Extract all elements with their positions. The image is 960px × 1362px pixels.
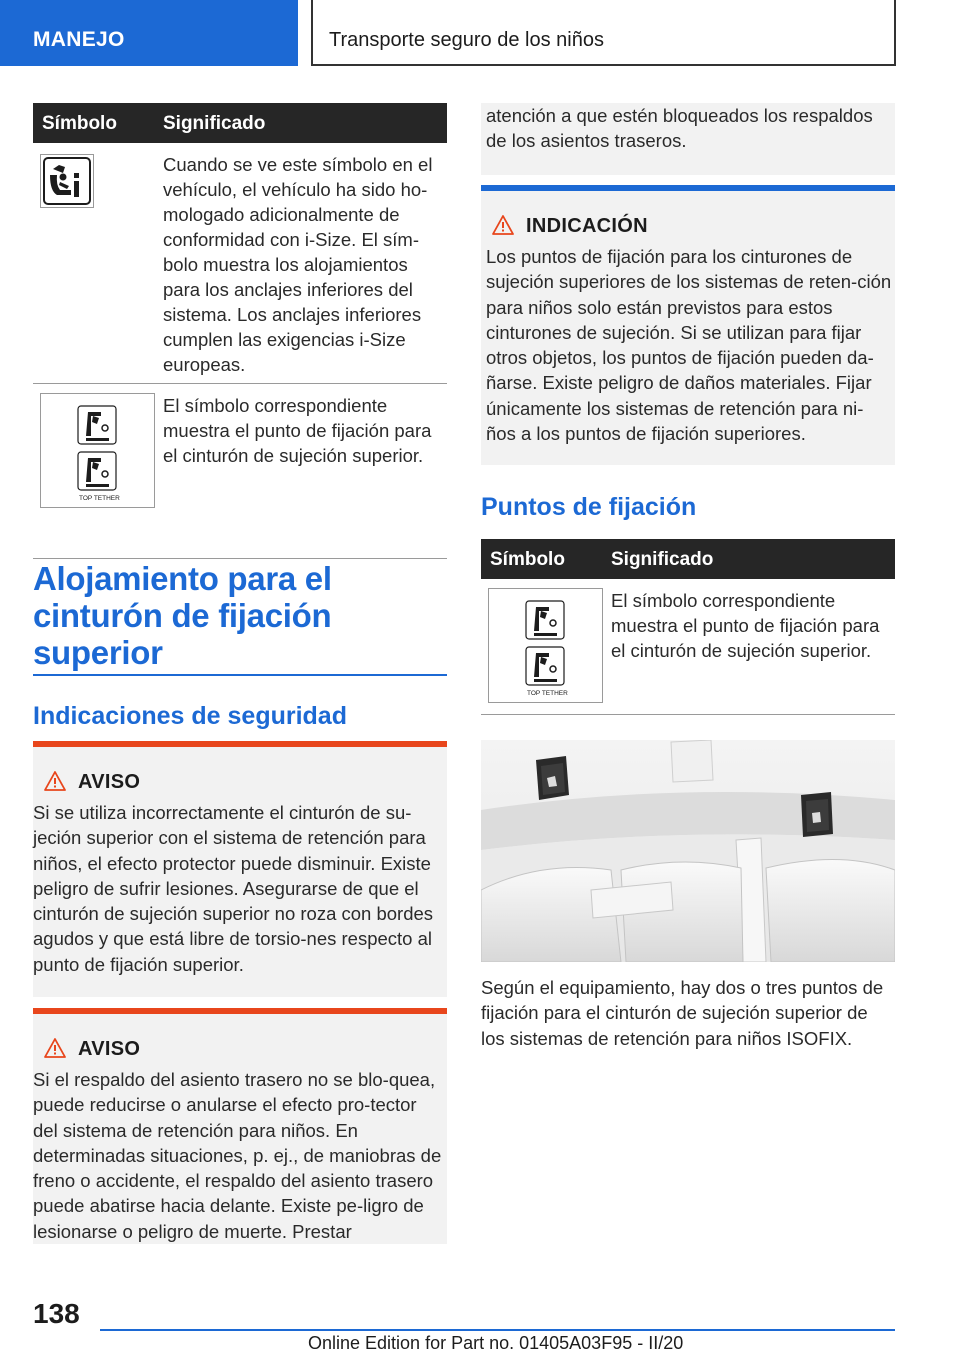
header-section-label: MANEJO <box>33 28 125 51</box>
header-section-tab <box>0 0 298 66</box>
table-header <box>33 103 447 143</box>
top-tether-icon <box>488 588 603 703</box>
table-header <box>481 539 895 579</box>
table-col-symbol: Símbolo <box>490 549 565 570</box>
footer-rule <box>100 1329 895 1331</box>
footer-edition: Online Edition for Part no. 01405A03F95 - II/20 <box>308 1333 684 1353</box>
notice-title: AVISO <box>78 771 141 793</box>
notice-text: Los puntos de fijación para los cinturones de sujeción superiores de los sistemas de reten-ción para niños solo están previstos para estos cinturones de sujeción. Si se utilizan para fijar otros objetos, los puntos de fijación pueden da-ñarse. Existe peligro de daños materiales. Fijar únicamente los sistemas de retención para ni-ños a los puntos de fijación superiores. <box>486 246 892 445</box>
top-tether-label: TOP TETHER <box>527 690 568 697</box>
notice-bar <box>33 1008 447 1014</box>
table-col-meaning: Significado <box>611 549 714 570</box>
notice-bar <box>33 741 447 747</box>
section-heading: Indicaciones de seguridad <box>33 702 347 730</box>
warning-triangle-icon <box>44 1038 66 1058</box>
info-notice <box>481 185 895 465</box>
page-number: 138 <box>33 1298 80 1329</box>
notice-text: atención a que estén bloqueados los respaldos de los asientos traseros. <box>486 105 873 152</box>
notice-text: Si se utiliza incorrectamente el cinturón de su-jeción superior con el sistema de retención para niños, el efecto protector puede disminuir. Existe peligro de sufrir lesiones. Asegurarse de que el cinturón de sujeción superior no roza con bordes agudos y que está libre de torsio-nes respecto al punto de fijación superior. <box>33 802 434 975</box>
warning-notice-continued <box>481 103 895 175</box>
notice-text: Si el respaldo del asiento trasero no se blo-quea, puede reducirse o anularse el efecto pro-tector del sistema de retención para niños. En determinadas situaciones, p. ej., de maniobras de freno o accidente, el respaldo del asiento trasero puede abatirse hacia delante. Existe pe-ligro de lesionarse o peligro de muerte. Prestar <box>33 1069 442 1242</box>
notice-title: AVISO <box>78 1038 141 1060</box>
table-col-symbol: Símbolo <box>42 113 117 134</box>
notice-title: INDICACIÓN <box>526 215 648 237</box>
table-row <box>33 384 447 559</box>
warning-notice <box>33 741 447 997</box>
warning-triangle-icon <box>492 215 514 235</box>
top-tether-label: TOP TETHER <box>79 495 120 502</box>
table-cell-text: Cuando se ve este símbolo en el vehículo, el vehículo ha sido ho-mologado adicionalmente de conformidad con i-Size. El sím-bolo muestra los alojamientos para los anclajes inferiores del sistema. Los anclajes inferiores cumplen las exigencias i-Size europeas. <box>163 154 433 375</box>
table-cell-text: El símbolo correspondiente muestra el punto de fijación para el cinturón de sujeción superior. <box>611 590 880 661</box>
warning-notice <box>33 1008 447 1244</box>
top-tether-icon <box>40 393 155 508</box>
chapter-title: Alojamiento para el cinturón de fijación superior <box>33 560 332 671</box>
caption: Según el equipamiento, hay dos o tres puntos de fijación para el cinturón de sujeción superior de los sistemas de retención para niños ISOFIX. <box>481 977 884 1049</box>
section-heading: Puntos de fijación <box>481 493 697 521</box>
rear-seat-anchor-illustration <box>481 740 895 962</box>
warning-triangle-icon <box>44 771 66 791</box>
header-title: Transporte seguro de los niños <box>329 29 604 51</box>
header-title-box <box>311 0 896 66</box>
table-col-meaning: Significado <box>163 113 266 134</box>
table-row <box>481 579 895 715</box>
isize-seat-icon <box>40 154 94 208</box>
chapter-rule <box>33 674 447 676</box>
table-cell-text: El símbolo correspondiente muestra el punto de fijación para el cinturón de sujeción superior. <box>163 395 432 466</box>
notice-bar <box>481 185 895 191</box>
left-column <box>33 103 447 1242</box>
table-row <box>33 143 447 384</box>
